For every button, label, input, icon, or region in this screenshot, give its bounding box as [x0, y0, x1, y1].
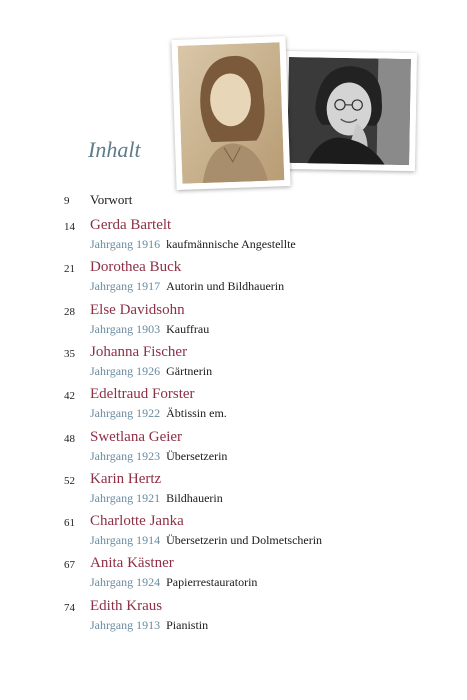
portrait-photo-young-woman	[171, 36, 290, 190]
page-number: 48	[64, 432, 75, 445]
profession: Übersetzerin	[166, 448, 228, 463]
profession: Autorin und Bildhauerin	[166, 279, 285, 294]
person-details	[90, 279, 284, 294]
page-number: 21	[64, 263, 75, 276]
portrait-photo-older-woman	[281, 51, 417, 171]
page-number: 61	[64, 517, 75, 530]
person-name: Else Davidsohn	[90, 301, 185, 318]
person-name: Dorothea Buck	[90, 259, 182, 276]
page-number: 52	[64, 474, 75, 487]
person-name: Gerda Bartelt	[90, 217, 172, 233]
page-number: 9	[64, 195, 70, 207]
person-name: Edith Kraus	[90, 597, 163, 614]
person-details	[90, 406, 227, 421]
profession: kaufmännische Angestellte	[166, 237, 296, 251]
person-details	[90, 237, 296, 252]
birth-year: Jahrgang 1916	[90, 237, 161, 251]
page-number: 28	[64, 305, 75, 318]
person-details	[90, 449, 227, 464]
person-name: Edeltraud Forster	[90, 386, 195, 403]
person-details	[90, 491, 223, 506]
page-number: 67	[64, 559, 75, 572]
person-details	[90, 533, 322, 548]
person-name: Charlotte Janka	[90, 513, 184, 530]
birth-year: Jahrgang 1914	[90, 533, 161, 548]
person-details	[90, 364, 212, 379]
person-name: Johanna Fischer	[90, 343, 188, 360]
birth-year: Jahrgang 1926	[90, 363, 161, 378]
person-name: Anita Kästner	[90, 555, 174, 572]
birth-year: Jahrgang 1923	[90, 448, 161, 463]
birth-year: Jahrgang 1921	[90, 490, 161, 505]
profession: Übersetzerin und Dolmetscherin	[166, 533, 323, 548]
profession: Äbtissin em.	[166, 406, 227, 421]
page-number: 35	[64, 347, 75, 360]
profession: Bildhauerin	[166, 490, 223, 505]
foreword-title: Vorwort	[90, 192, 133, 207]
birth-year: Jahrgang 1917	[90, 279, 161, 294]
birth-year: Jahrgang 1903	[90, 321, 161, 336]
birth-year: Jahrgang 1922	[90, 406, 161, 421]
page-number: 42	[64, 390, 75, 403]
person-details	[90, 322, 209, 337]
person-name: Swetlana Geier	[90, 428, 183, 445]
page-number: 74	[64, 601, 75, 614]
profession: Pianistin	[166, 617, 209, 632]
person-details	[90, 618, 208, 633]
profession: Gärtnerin	[166, 363, 213, 378]
birth-year: Jahrgang 1913	[90, 617, 161, 632]
profession: Papierrestauratorin	[166, 575, 258, 590]
birth-year: Jahrgang 1924	[90, 575, 161, 590]
person-details	[90, 575, 257, 590]
profession: Kauffrau	[166, 321, 210, 336]
contents-heading: Inhalt	[88, 137, 141, 162]
person-name: Karin Hertz	[90, 470, 162, 487]
page-number: 14	[64, 221, 75, 233]
